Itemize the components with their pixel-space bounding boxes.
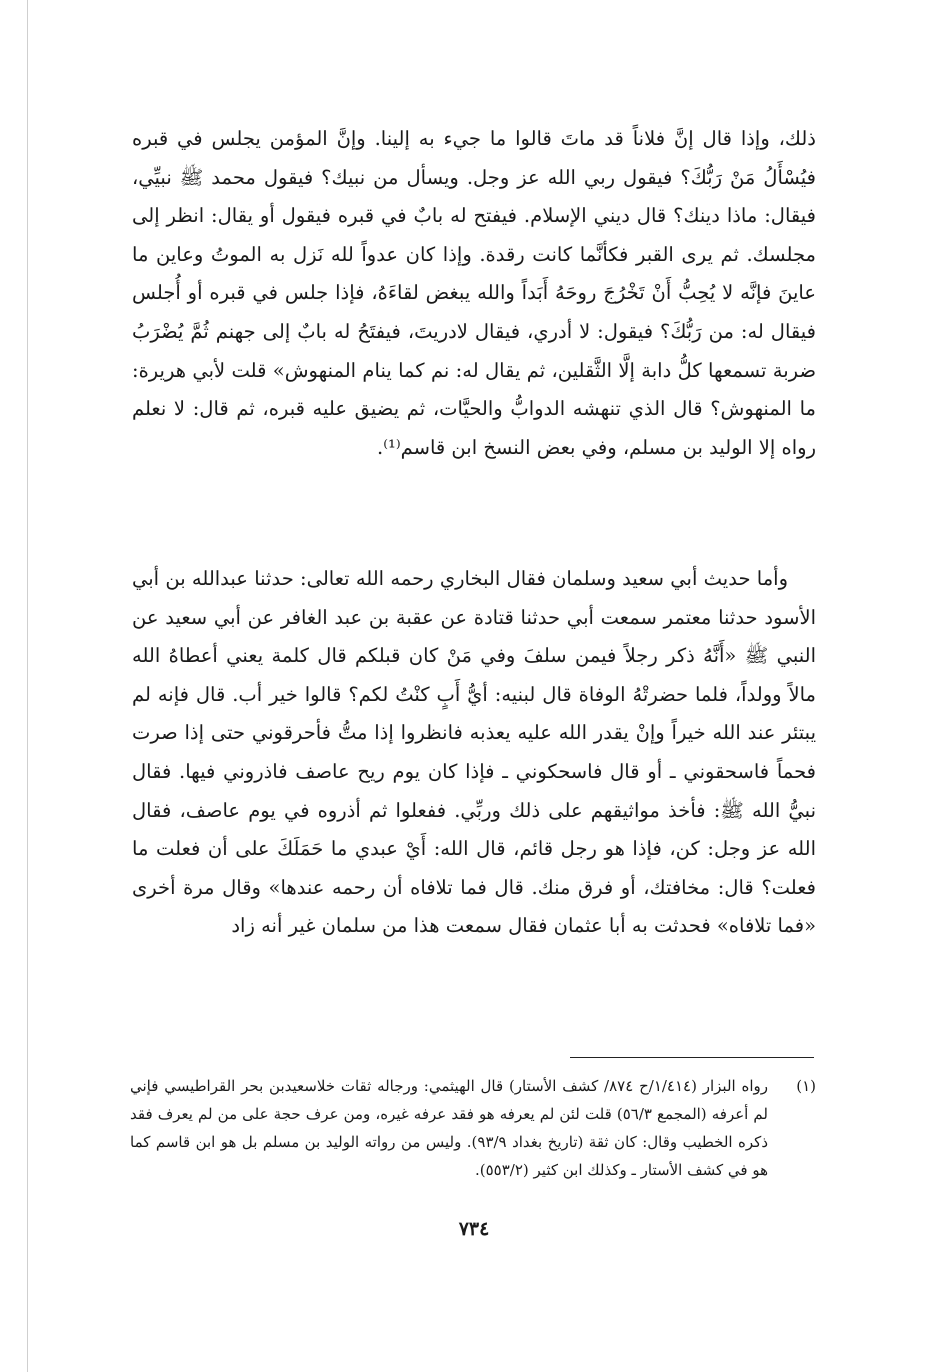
footnote-separator: [570, 1057, 814, 1058]
scan-edge-line: [27, 0, 28, 1372]
footnote-text: رواه البزار (١/٤١٤/ح ٨٧٤/ كشف الأستار) قال الهيثمي: ورجاله ثقات خلاسعيدبن بحر القراطيسي فإني لم أعرفه (المجمع ٥٦/٣) قلت لئن لم يعرفه هو فقد عرفه غيره، ومن عرف حجة على من لم يعرف فقد ذكره الخطيب وقال: كان ثقة (تاريخ بغداد ٩٣/٩). وليس من رواته الوليد بن مسلم بل هو ابن قاسم كما هو في كشف الأستار ـ وكذلك ابن كثير (٥٥٣/٢).: [130, 1077, 768, 1179]
footnote-number: (١): [796, 1077, 816, 1095]
body-paragraph-1: ذلك، وإذا قال إنَّ فلاناً قد ماتَ قالوا ما جيء به إلينا. وإنَّ المؤمن يجلس في قبره فيُسْأَلُ مَنْ رَبُّكَ؟ فيقول ربي الله عز وجل. ويسأل من نبيك؟ فيقول محمد ﷺ نبيِّي، فيقال: ماذا دينك؟ قال ديني الإسلام. فيفتح له بابٌ في قبره فيقول أو يقال: انظر إلى مجلسك. ثم يرى القبر فكأنَّما كانت رقدة. وإذا كان عدواً لله نَزل به الموتُ وعاين ما عاينَ فإنَّه لا يُحِبُّ أَنْ تَخْرُجَ روحَهُ أَبَداً والله يبغض لقاءَهُ، فإذا جلس في قبره أو أُجلس فيقال له: من رَبُّكَ؟ فيقول: لا أدري، فيقال لادريتَ، فيفتَحُ له بابٌ إلى جهنم ثُمَّ يُضْرَبُ ضربة تسمعها كلُّ دابة إلَّا الثَّقلين، ثم يقال له: نم كما ينام المنهوش» قلت لأبي هريرة: ما المنهوش؟ قال الذي تنهشه الدوابُّ والحيَّات، ثم يضيق عليه قبره، ثم قال: لا نعلم رواه إلا الوليد بن مسلم، وفي بعض النسخ ابن قاسم⁽¹⁾.: [132, 127, 816, 459]
page-number: ٧٣٤: [458, 1218, 490, 1240]
body-paragraph-2: وأما حديث أبي سعيد وسلمان فقال البخاري رحمه الله تعالى: حدثنا عبدالله بن أبي الأسود حدثنا معتمر سمعت أبي حدثنا قتادة عن عقبة بن عبد الغافر عن أبي سعيد عن النبي ﷺ «أَنَّهُ ذكر رجلاً فيمن سلفَ وفي مَنْ كان قبلكم قال كلمة يعني أعطاهُ الله مالاً وولداً، فلما حضرتْهُ الوفاة قال لبنيه: أيُّ أَبٍ كنْتُ لكم؟ قالوا خير أب. قال فإنه لم يبتئر عند الله خيراً وإنْ يقدر الله عليه يعذبه فانظروا إذا متُّ فأحرقوني حتى إذا صرت فحماً فاسحقوني ـ أو قال فاسحكوني ـ فإذا كان يوم ريح عاصف فاذروني فيها. فقال نبيُّ الله ﷺ: فأخذ مواثيقهم على ذلك وربِّي. ففعلوا ثم أذروه في يوم عاصف، فقال الله عز وجل: كن، فإذا هو رجل قائم، قال الله: أَيْ عبدي ما حَمَلَكَ على أن فعلت ما فعلت؟ قال: مخافتك، أو فرق منك. قال فما تلافاه أن رحمه عندها» وقال مرة أخرى «فما تلافاه» فحدثت به أبا عثمان فقال سمعت هذا من سلمان غير أنه زاد: [132, 567, 816, 938]
footnote: [130, 1072, 816, 1184]
